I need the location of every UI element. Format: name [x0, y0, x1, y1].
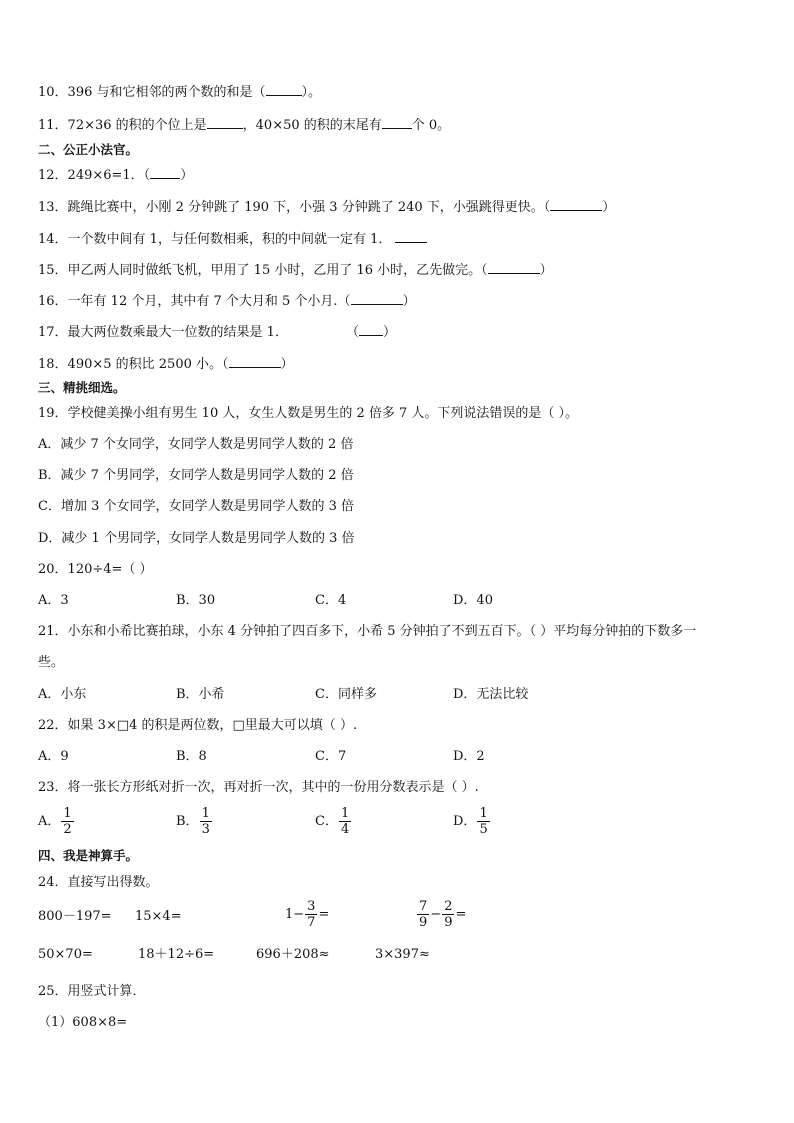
question-21-option-c[interactable]: C．同样多 [315, 687, 377, 702]
numerator: 3 [307, 899, 316, 914]
numerator: 1 [479, 806, 488, 821]
question-23-option-d[interactable] [453, 806, 491, 837]
question-21-stem-line2: 些。 [38, 655, 65, 670]
calc-equals: = [318, 907, 330, 922]
section-title-2: 二、公正小法官。 [38, 142, 139, 157]
answer-blank[interactable] [359, 322, 383, 336]
question-21-option-b[interactable]: B．小希 [176, 687, 225, 702]
answer-blank[interactable] [207, 115, 243, 129]
question-22-stem: 22．如果 3×□4 的积是两位数，□里最大可以填（ ）. [38, 718, 358, 733]
answer-blank[interactable] [266, 82, 302, 96]
question-15-end: ） [539, 263, 553, 278]
question-22-option-c[interactable]: C．7 [315, 749, 347, 764]
option-label: D． [453, 814, 477, 829]
question-20-stem: 20．120÷4=（ ） [38, 562, 153, 577]
question-18-text: 18．490×5 的积比 2500 小。（ [38, 357, 229, 372]
fraction [305, 899, 317, 930]
calc-item-fraction [285, 899, 329, 930]
option-label: A． [38, 814, 61, 829]
question-23-stem: 23．将一张长方形纸对折一次，再对折一次，其中的一份用分数表示是（ ）. [38, 780, 479, 795]
question-17-end: ） [382, 325, 396, 340]
question-21-stem-line1: 21．小东和小希比赛拍球，小东 4 分钟拍了四百多下，小希 5 分钟拍了不到五百下。（ ）平均每分钟拍的下数多一 [38, 624, 697, 639]
fraction [442, 899, 454, 930]
question-16-end: ） [402, 294, 416, 309]
answer-blank[interactable] [150, 165, 180, 179]
question-19-option-b[interactable]: B．减少 7 个男同学，女同学人数是男同学人数的 2 倍 [38, 468, 354, 483]
question-10 [38, 82, 321, 102]
question-11 [38, 115, 450, 135]
question-20-option-a[interactable]: A．3 [38, 593, 69, 608]
calc-item: 800－197= [38, 909, 112, 924]
denominator: 9 [444, 915, 453, 930]
section-title-3: 三、精挑细选。 [38, 380, 126, 395]
question-11-text-b: ，40×50 的积的末尾有 [242, 118, 382, 133]
question-18 [38, 354, 294, 374]
question-14 [38, 229, 427, 249]
question-18-end: ） [280, 357, 294, 372]
question-22-option-a[interactable]: A．9 [38, 749, 69, 764]
denominator: 5 [479, 822, 488, 837]
question-17-text: 17．最大两位数乘最大一位数的结果是 1． [38, 325, 288, 340]
question-25-sub-1: （1）608×8= [38, 1015, 128, 1030]
question-11-text-c: 个 0。 [411, 118, 451, 133]
question-12-end: ） [180, 168, 194, 183]
question-23-option-c[interactable] [315, 806, 352, 837]
calc-item: 696＋208≈ [256, 947, 330, 962]
denominator: 7 [307, 915, 316, 930]
calc-equals: = [455, 907, 467, 922]
denominator: 2 [63, 822, 72, 837]
calc-prefix: 1− [285, 907, 305, 922]
calc-item: 15×4= [135, 909, 182, 924]
calc-item-fraction [416, 899, 466, 930]
denominator: 3 [201, 822, 210, 837]
question-22-option-b[interactable]: B．8 [176, 749, 207, 764]
calc-operator: − [430, 907, 442, 922]
question-17-paren: （ [345, 325, 359, 340]
question-24-stem: 24．直接写出得数。 [38, 875, 159, 890]
question-15 [38, 260, 553, 280]
fraction [417, 899, 429, 930]
question-21-option-d[interactable]: D．无法比较 [453, 687, 529, 702]
numerator: 1 [63, 806, 72, 821]
question-16 [38, 291, 416, 311]
numerator: 1 [340, 806, 350, 821]
question-15-text: 15．甲乙两人同时做纸飞机，甲用了 15 小时，乙用了 16 小时，乙先做完。（ [38, 263, 488, 278]
question-11-text-a: 11．72×36 的积的个位上是 [38, 118, 207, 133]
question-25-stem: 25．用竖式计算． [38, 984, 146, 999]
denominator: 4 [340, 822, 350, 837]
question-20-option-d[interactable]: D．40 [453, 593, 493, 608]
question-23-option-b[interactable] [176, 806, 213, 837]
section-title-4: 四、我是神算手。 [38, 848, 139, 863]
answer-blank[interactable] [351, 291, 403, 305]
question-22-option-d[interactable]: D．2 [453, 749, 485, 764]
denominator: 9 [419, 915, 428, 930]
numerator: 2 [444, 899, 453, 914]
answer-blank[interactable] [382, 115, 412, 129]
question-17 [38, 322, 396, 342]
numerator: 1 [201, 806, 210, 821]
numerator: 7 [419, 899, 428, 914]
question-21-option-a[interactable]: A．小东 [38, 687, 87, 702]
answer-blank[interactable] [550, 197, 602, 211]
option-label: B． [176, 814, 199, 829]
calc-item: 50×70= [38, 947, 93, 962]
fraction [477, 806, 489, 837]
question-19-option-c[interactable]: C．增加 3 个女同学，女同学人数是男同学人数的 3 倍 [38, 499, 355, 514]
fraction [61, 806, 73, 837]
question-10-text: 10．396 与和它相邻的两个数的和是（ [38, 85, 266, 100]
question-19-option-d[interactable]: D．减少 1 个男同学，女同学人数是男同学人数的 3 倍 [38, 531, 355, 546]
answer-blank[interactable] [229, 354, 281, 368]
question-10-end: ）。 [301, 85, 322, 100]
fraction [339, 806, 351, 837]
calc-item: 3×397≈ [375, 947, 430, 962]
question-19-stem: 19．学校健美操小组有男生 10 人，女生人数是男生的 2 倍多 7 人。下列说法错误的是（ ）。 [38, 406, 579, 421]
question-12 [38, 165, 193, 185]
question-20-option-c[interactable]: C．4 [315, 593, 347, 608]
question-19-option-a[interactable]: A．减少 7 个女同学，女同学人数是男同学人数的 2 倍 [38, 437, 354, 452]
question-16-text: 16．一年有 12 个月，其中有 7 个大月和 5 个小月.（ [38, 294, 351, 309]
calc-item: 18＋12÷6= [138, 947, 215, 962]
question-23-option-a[interactable] [38, 806, 75, 837]
answer-blank[interactable] [395, 229, 427, 243]
question-20-option-b[interactable]: B．30 [176, 593, 216, 608]
question-13-text: 13．跳绳比赛中，小刚 2 分钟跳了 190 下，小强 3 分钟跳了 240 下，小强跳得更快。（ [38, 200, 551, 215]
fraction [200, 806, 212, 837]
question-14-text: 14．一个数中间有 1，与任何数相乘，积的中间就一定有 1． [38, 232, 392, 247]
question-13-end: ） [602, 200, 616, 215]
question-12-text: 12．249×6=1．（ [38, 168, 151, 183]
answer-blank[interactable] [488, 260, 540, 274]
question-13 [38, 197, 615, 217]
option-label: C． [315, 814, 338, 829]
